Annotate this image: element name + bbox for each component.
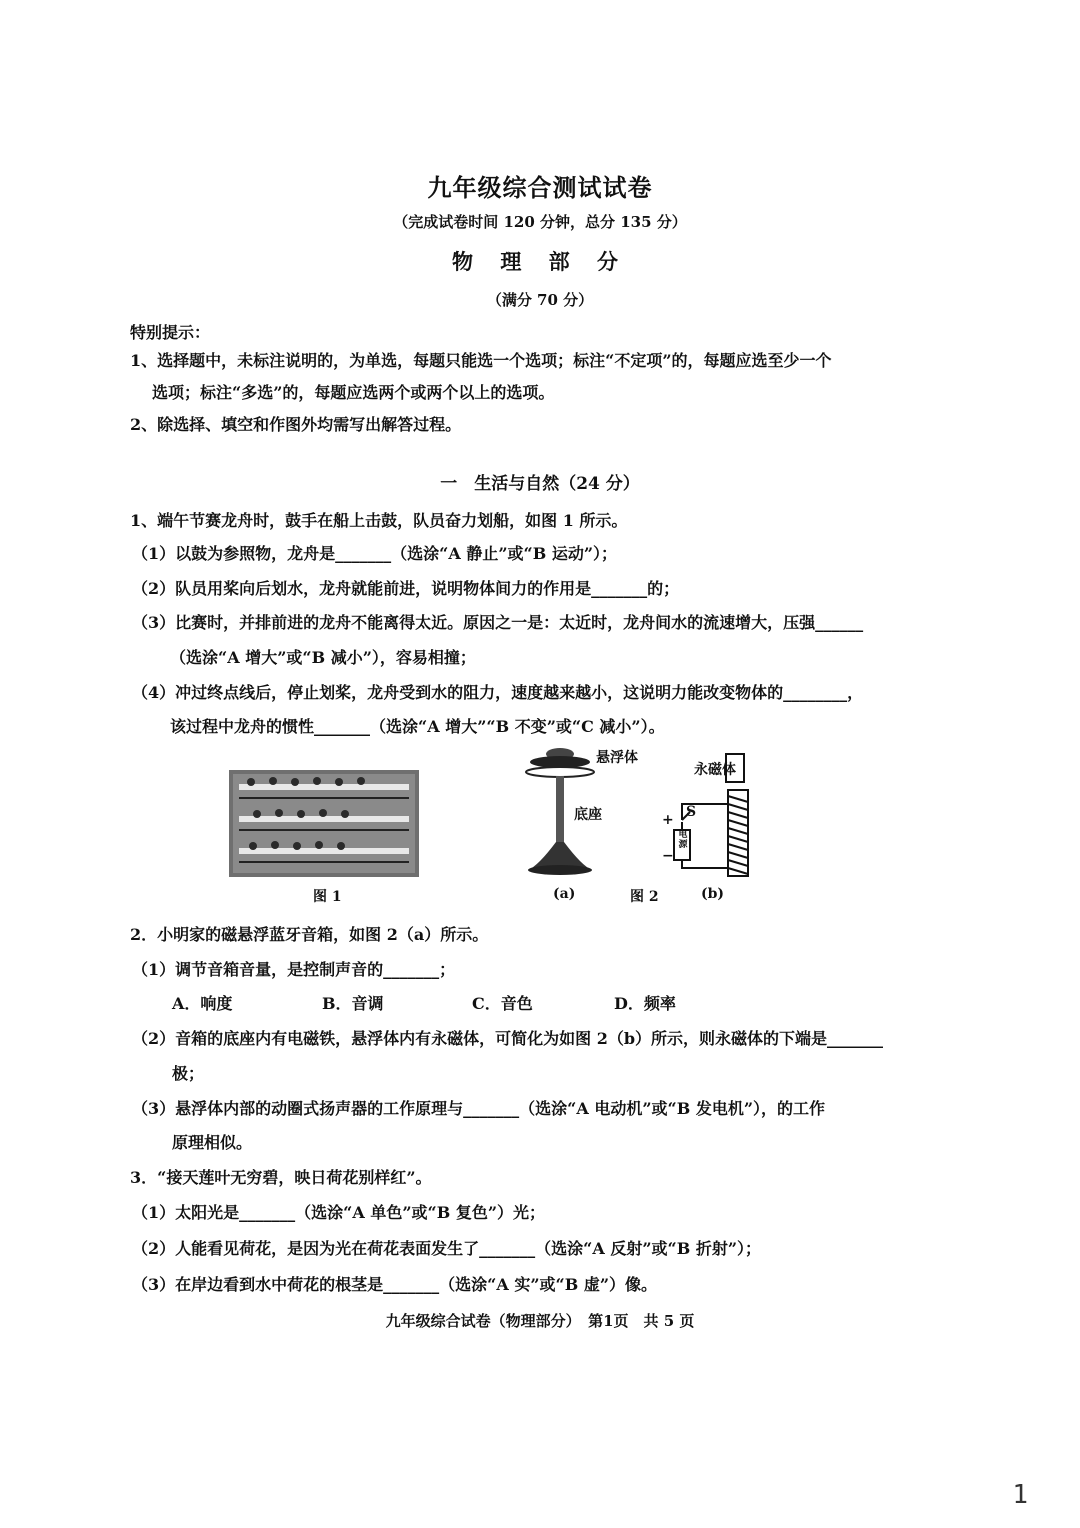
magnet-label: 永磁体: [694, 762, 736, 778]
question-line: （4）冲过终点线后，停止划桨，龙舟受到水的阻力，速度越来越小，这说明力能改变物体的________，: [132, 683, 864, 702]
page-number: 1: [1012, 1480, 1028, 1510]
option-d: D．频率: [614, 994, 676, 1013]
switch-label: S: [686, 804, 697, 820]
question-line: （2）队员用桨向后划水，龙舟就能前进，说明物体间力的作用是_______的；: [132, 579, 680, 598]
dragon-boat-photo: [229, 770, 419, 877]
question-line: 极；: [172, 1064, 205, 1083]
levitate-label: 悬浮体: [596, 750, 638, 766]
minus-sign: −: [662, 848, 674, 864]
page-footer: 九年级综合试卷（物理部分） 第1页 共 5 页: [385, 1312, 695, 1330]
figure-1-caption: 图 1: [313, 889, 342, 905]
question-line: （3）比赛时，并排前进的龙舟不能离得太近。原因之一是：太近时，龙舟间水的流速增大，压强______: [132, 613, 864, 632]
question-line: （2）音箱的底座内有电磁铁，悬浮体内有永磁体，可简化为如图 2（b）所示，则永磁体的下端是_______: [132, 1029, 884, 1048]
tip-line: 选项；标注“多选”的，每题应选两个或两个以上的选项。: [152, 383, 555, 402]
question-stem: 2．小明家的磁悬浮蓝牙音箱，如图 2（a）所示。: [130, 925, 489, 944]
part-heading: 一 生活与自然（24 分）: [440, 474, 640, 494]
question-line: （1）太阳光是_______（选涂“A 单色”或“B 复色”）光；: [132, 1203, 546, 1222]
question-stem: 1、端午节赛龙舟时，鼓手在船上击鼓，队员奋力划船，如图 1 所示。: [130, 511, 628, 530]
page-title: 九年级综合测试试卷: [427, 173, 653, 202]
figure-2b-caption: (b): [701, 886, 725, 902]
tip-line: 2、除选择、填空和作图外均需写出解答过程。: [130, 415, 462, 434]
figure-2-caption: 图 2: [630, 889, 659, 905]
question-line: （2）人能看见荷花，是因为光在荷花表面发生了_______（选涂“A 反射”或“B 折射”）；: [132, 1239, 762, 1258]
section-title: 物 理 部 分: [452, 249, 628, 274]
question-stem: 3．“接天莲叶无穷碧，映日荷花别样红”。: [130, 1168, 432, 1187]
question-line: （3）在岸边看到水中荷花的根茎是_______（选涂“A 实”或“B 虚”）像。: [132, 1275, 658, 1294]
question-line: （1）调节音箱音量，是控制声音的_______；: [132, 960, 456, 979]
plus-sign: +: [662, 812, 674, 828]
score-note: （满分 70 分）: [486, 291, 594, 309]
tip-line: 1、选择题中，未标注说明的，为单选，每题只能选一个选项；标注“不定项”的，每题应选至少一个: [130, 351, 832, 370]
base-label: 底座: [574, 807, 602, 823]
time-note: （完成试卷时间 120 分钟，总分 135 分）: [393, 213, 687, 231]
figure-2a-caption: (a): [553, 886, 576, 902]
question-line: 原理相似。: [172, 1133, 253, 1152]
power-label: 电源: [678, 830, 688, 850]
question-line: 该过程中龙舟的惯性_______（选涂“A 增大”“B 不变”或“C 减小”）。: [170, 717, 665, 736]
question-line: （1）以鼓为参照物，龙舟是_______（选涂“A 静止”或“B 运动”）；: [132, 544, 618, 563]
option-a: A．响度: [172, 994, 233, 1013]
tips-label: 特别提示：: [130, 323, 211, 342]
option-b: B．音调: [322, 994, 384, 1013]
option-c: C．音色: [472, 994, 533, 1013]
question-line: （3）悬浮体内部的动圈式扬声器的工作原理与_______（选涂“A 电动机”或“B 发电机”），的工作: [132, 1099, 826, 1118]
question-line: （选涂“A 增大”或“B 减小”），容易相撞；: [170, 648, 476, 667]
